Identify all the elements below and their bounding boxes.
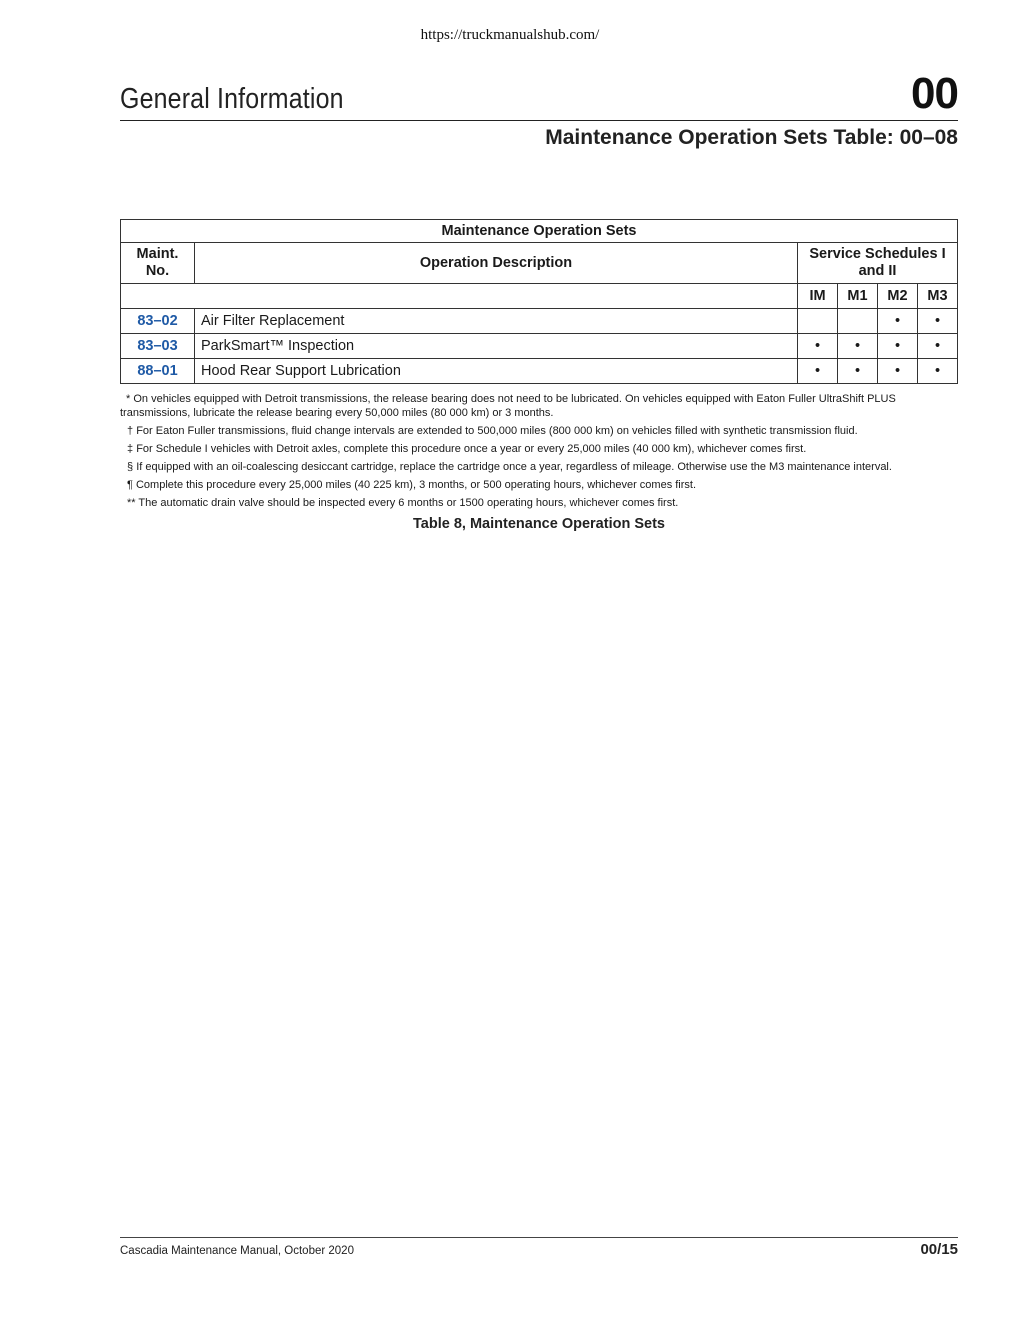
table-row — [121, 309, 958, 334]
schedule-mark: • — [798, 359, 838, 384]
footnote-symbol: † — [127, 425, 134, 437]
footnote — [120, 478, 958, 492]
table-caption: Maintenance Operation Sets — [121, 220, 958, 243]
footnote — [120, 424, 958, 438]
footnote-symbol: * — [126, 393, 131, 405]
column-header-m1: M1 — [838, 284, 878, 309]
footnote-symbol: ¶ — [127, 479, 133, 491]
footnote-text: If equipped with an oil-coalescing desiccant cartridge, replace the cartridge once a year, regardless of mileage. Otherwise use the M3 maintenance interval. — [136, 461, 892, 473]
schedule-mark: • — [918, 334, 958, 359]
operation-description: Air Filter Replacement — [195, 309, 798, 334]
schedule-mark: • — [878, 334, 918, 359]
blank-subheader-cell — [121, 284, 798, 309]
column-header-description: Operation Description — [195, 243, 798, 284]
maint-no-link[interactable]: 88–01 — [121, 359, 195, 384]
footnote-text: The automatic drain valve should be inspected every 6 months or 1500 operating hours, whichever comes first. — [138, 497, 679, 509]
column-header-m3: M3 — [918, 284, 958, 309]
column-header-im: IM — [798, 284, 838, 309]
footnote-text: For Eaton Fuller transmissions, fluid change intervals are extended to 500,000 miles (800 000 km) on vehicles filled with synthetic transmission fluid. — [136, 425, 858, 437]
table-footnotes — [120, 392, 958, 514]
page-header — [120, 69, 958, 121]
footnote — [120, 442, 958, 456]
page-footer — [120, 1237, 958, 1258]
maintenance-operation-sets-table — [120, 219, 958, 384]
footnote — [120, 460, 958, 474]
schedule-mark — [838, 309, 878, 334]
source-url[interactable]: https://truckmanualshub.com/ — [420, 27, 600, 43]
schedule-mark: • — [878, 359, 918, 384]
footnote-text: Complete this procedure every 25,000 miles (40 225 km), 3 months, or 500 operating hours, whichever comes first. — [135, 479, 697, 491]
operation-description: ParkSmart™ Inspection — [195, 334, 798, 359]
column-header-m2: M2 — [878, 284, 918, 309]
footnote-text: On vehicles equipped with Detroit transmissions, the release bearing does not need to be lubricated. On vehicles equipped with Eaton Fuller UltraShift PLUS transmissions, lubricate the release bearing every 50,000 miles (80 000 km) or 3 months. — [120, 393, 896, 419]
page-number: 00/15 — [920, 1241, 958, 1258]
table-title: Table 8, Maintenance Operation Sets — [413, 516, 665, 532]
table-row — [121, 334, 958, 359]
footnote-symbol: ** — [127, 497, 136, 509]
footnote — [120, 496, 958, 510]
section-title: General Information — [120, 83, 344, 115]
section-number: 00 — [911, 69, 958, 118]
schedule-mark: • — [878, 309, 918, 334]
manual-name: Cascadia Maintenance Manual, October 2020 — [120, 1245, 354, 1257]
operation-description: Hood Rear Support Lubrication — [195, 359, 798, 384]
column-header-service-schedules: Service Schedules I and II — [798, 243, 958, 284]
schedule-mark: • — [838, 334, 878, 359]
maint-no-link[interactable]: 83–03 — [121, 334, 195, 359]
schedule-mark: • — [918, 309, 958, 334]
schedule-mark: • — [838, 359, 878, 384]
schedule-mark — [798, 309, 838, 334]
column-header-maint-no: Maint. No. — [121, 243, 195, 284]
maint-no-link[interactable]: 83–02 — [121, 309, 195, 334]
footnote — [120, 392, 958, 420]
footnote-text: For Schedule I vehicles with Detroit axles, complete this procedure once a year or every 25,000 miles (40 000 km), whichever comes first. — [136, 443, 807, 455]
schedule-mark: • — [798, 334, 838, 359]
page-subtitle: Maintenance Operation Sets Table: 00–08 — [545, 126, 958, 149]
footnote-symbol: § — [127, 461, 134, 473]
footnote-symbol: ‡ — [127, 443, 134, 455]
schedule-mark: • — [918, 359, 958, 384]
table-row — [121, 359, 958, 384]
